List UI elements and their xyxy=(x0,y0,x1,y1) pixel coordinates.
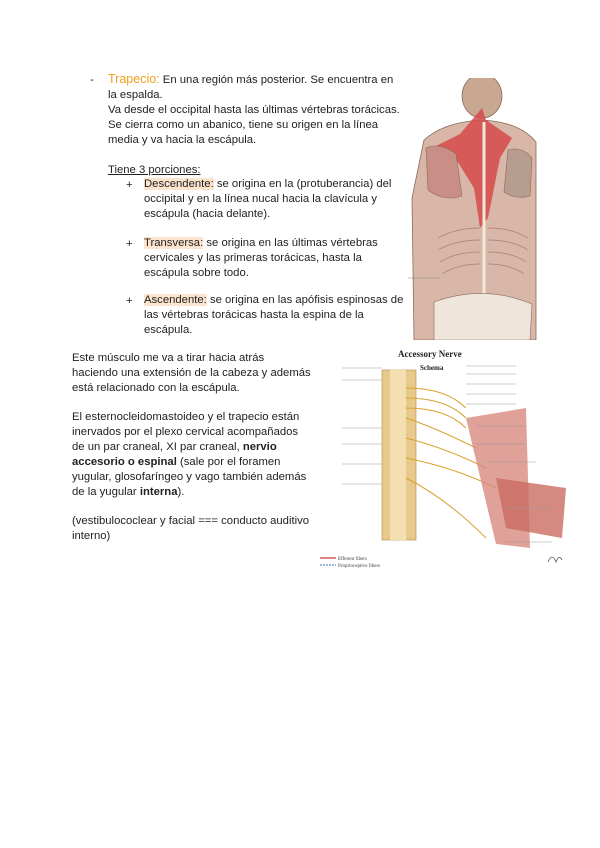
intro-text: Trapecio: En una región más posterior. Se encuentra en la espalda. Va desde el occipital hasta las últimas vértebras torácicas. Se cierra como un abanico, tiene su origen en la línea media y va hacia la escápula. xyxy=(108,72,400,146)
diagram-schema-label: Schema xyxy=(420,364,444,372)
portions-heading: Tiene 3 porciones: xyxy=(108,164,201,176)
plus-marker: + xyxy=(126,295,133,307)
term-ascendente: Ascendente: xyxy=(144,294,207,306)
portion-ascendente: Ascendente: se origina en las apófisis espinosas de las vértebras torácicas hasta la espina de la escápula. xyxy=(144,294,404,336)
accessory-nerve-diagram xyxy=(316,348,572,570)
portion-transversa: Transversa: se origina en las últimas vértebras cervicales y las primeras torácicas, hasta la escápula sobre todo. xyxy=(144,237,378,279)
term-transversa: Transversa: xyxy=(144,237,204,249)
paragraph-innervation: El esternocleidomastoideo y el trapecio están inervados por el plexo cervical acompañados de un par craneal, XI par craneal, nervio accesorio o espinal (sale por el foramen yugular, glosofaríngeo y vago también además de la yugular interna). xyxy=(72,411,307,498)
legend-efferent: Efferent fibers xyxy=(338,557,367,562)
term-trapecio: Trapecio: xyxy=(108,72,160,86)
diagram-title: Accessory Nerve xyxy=(398,349,462,359)
paragraph-extension: Este músculo me va a tirar hacia atrás haciendo una extensión de la cabeza y además está relacionado con la escápula. xyxy=(72,352,311,394)
trapezius-back-illustration xyxy=(404,78,538,340)
term-descendente: Descendente: xyxy=(144,178,214,190)
plus-marker: + xyxy=(126,179,133,191)
portion-descendente: Descendente: se origina en la (protuberancia) del occipital y en la línea nucal hacia la clavícula y escápula (hacia delante). xyxy=(144,178,392,220)
list-dash: - xyxy=(90,74,94,86)
plus-marker: + xyxy=(126,238,133,250)
paragraph-note: (vestibulococlear y facial === conducto auditivo interno) xyxy=(72,515,310,542)
legend-proprioceptive: Proprioceptive fibers xyxy=(338,564,381,569)
